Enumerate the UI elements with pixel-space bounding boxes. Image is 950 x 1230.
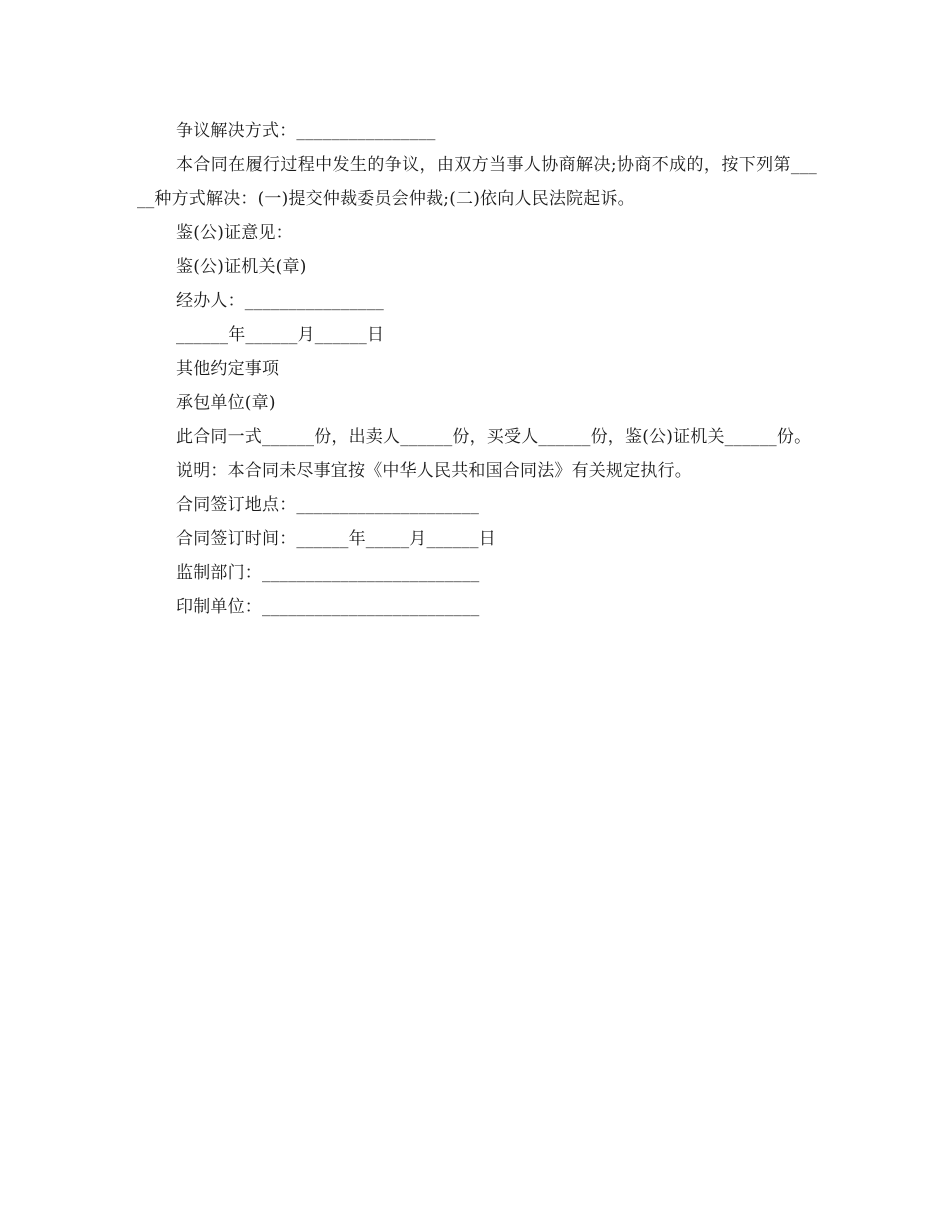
signing-time-field: 合同签订时间：______年_____月______日 — [176, 529, 496, 549]
other-agreed-matters: 其他约定事项 — [176, 359, 280, 379]
dispute-resolution-method: 争议解决方式：________________ — [176, 121, 436, 141]
handler-field: 经办人：________________ — [176, 291, 384, 311]
note-clause: 说明：本合同未尽事宜按《中华人民共和国合同法》有关规定执行。 — [176, 461, 692, 481]
notarization-authority-seal: 鉴(公)证机关(章) — [176, 257, 307, 277]
date-field: ______年______月______日 — [176, 325, 385, 345]
supervising-department-field: 监制部门：_________________________ — [176, 563, 480, 583]
copies-clause: 此合同一式______份，出卖人______份，买受人______份，鉴(公)证机关______份。 — [176, 427, 812, 447]
contractor-seal: 承包单位(章) — [176, 393, 276, 413]
document-body — [137, 114, 817, 624]
dispute-resolution-clause: 本合同在履行过程中发生的争议，由双方当事人协商解决;协商不成的，按下列第_____种方式解决：(一)提交仲裁委员会仲裁;(二)依向人民法院起诉。 — [137, 155, 817, 209]
notarization-opinion: 鉴(公)证意见： — [176, 223, 293, 243]
printing-unit-field: 印制单位：_________________________ — [176, 597, 480, 617]
signing-place-field: 合同签订地点：_____________________ — [176, 495, 480, 515]
